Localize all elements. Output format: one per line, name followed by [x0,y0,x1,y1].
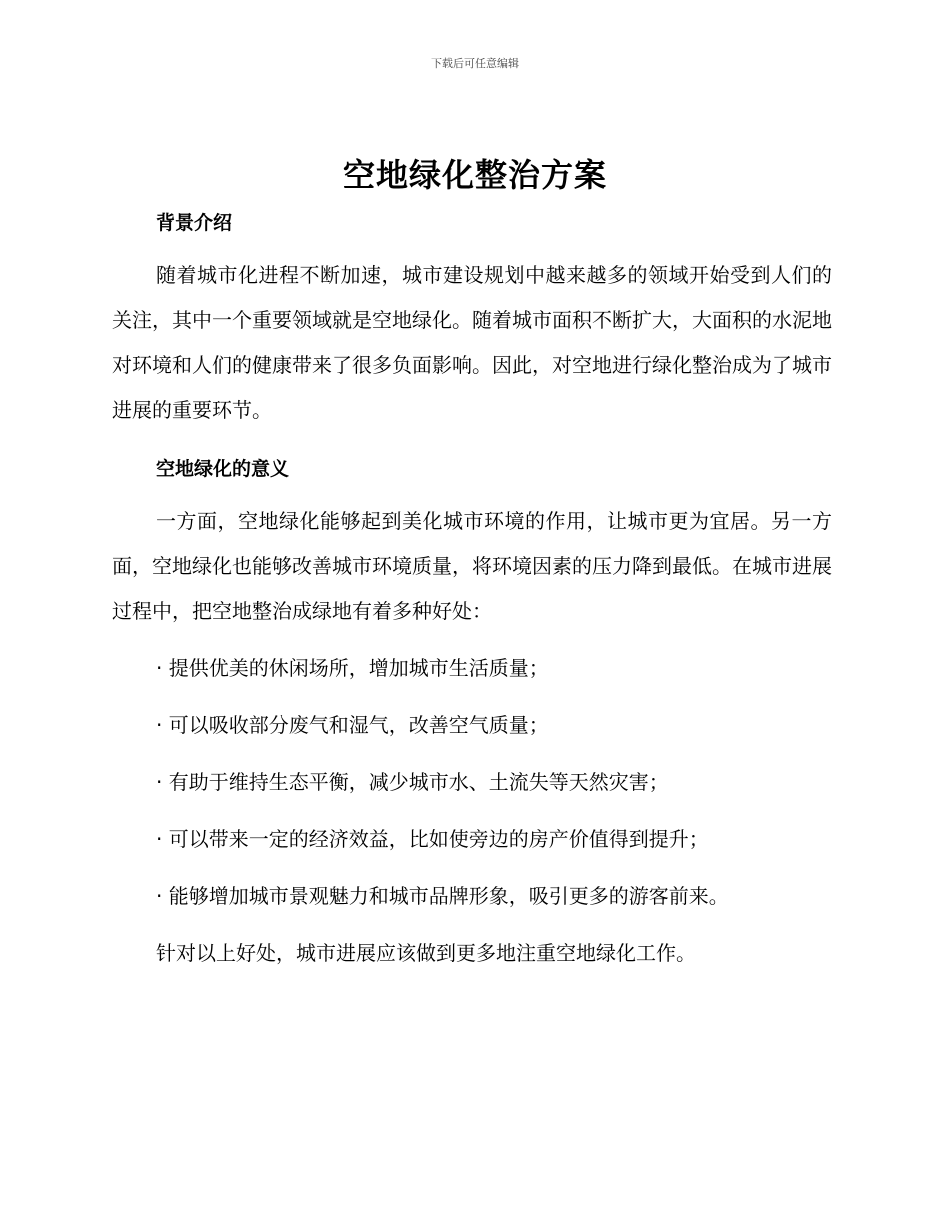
section-heading-background: 背景介绍 [156,212,233,234]
section-heading-significance: 空地绿化的意义 [156,458,290,480]
paragraph-background: 随着城市化进程不断加速，城市建设规划中越来越多的领域开始受到人们的关注，其中一个重要领域就是空地绿化。随着城市面积不断扩大，大面积的水泥地对环境和人们的健康带来了很多负面影响。因此，对空地进行绿化整治成为了城市进展的重要环节。 [112,263,832,422]
closing-paragraph: 针对以上好处，城市进展应该做到更多地注重空地绿化工作。 [156,941,696,965]
list-item: · 有助于维持生态平衡，减少城市水、土流失等天然灾害； [156,770,669,794]
list-item: · 可以吸收部分废气和湿气，改善空气质量； [156,713,549,737]
list-item: · 能够增加城市景观魅力和城市品牌形象，吸引更多的游客前来。 [156,884,729,908]
list-item: · 提供优美的休闲场所，增加城市生活质量； [156,656,549,680]
document-body [112,205,832,976]
list-item: · 可以带来一定的经济效益，比如使旁边的房产价值得到提升； [156,827,709,851]
header-note: 下载后可任意编辑 [431,57,519,70]
paragraph-significance: 一方面，空地绿化能够起到美化城市环境的作用，让城市更为宜居。另一方面，空地绿化也能够改善城市环境质量，将环境因素的压力降到最低。在城市进展过程中，把空地整治成绿地有着多种好处： [112,509,832,623]
document-title: 空地绿化整治方案 [342,156,607,194]
benefits-list [112,646,832,919]
